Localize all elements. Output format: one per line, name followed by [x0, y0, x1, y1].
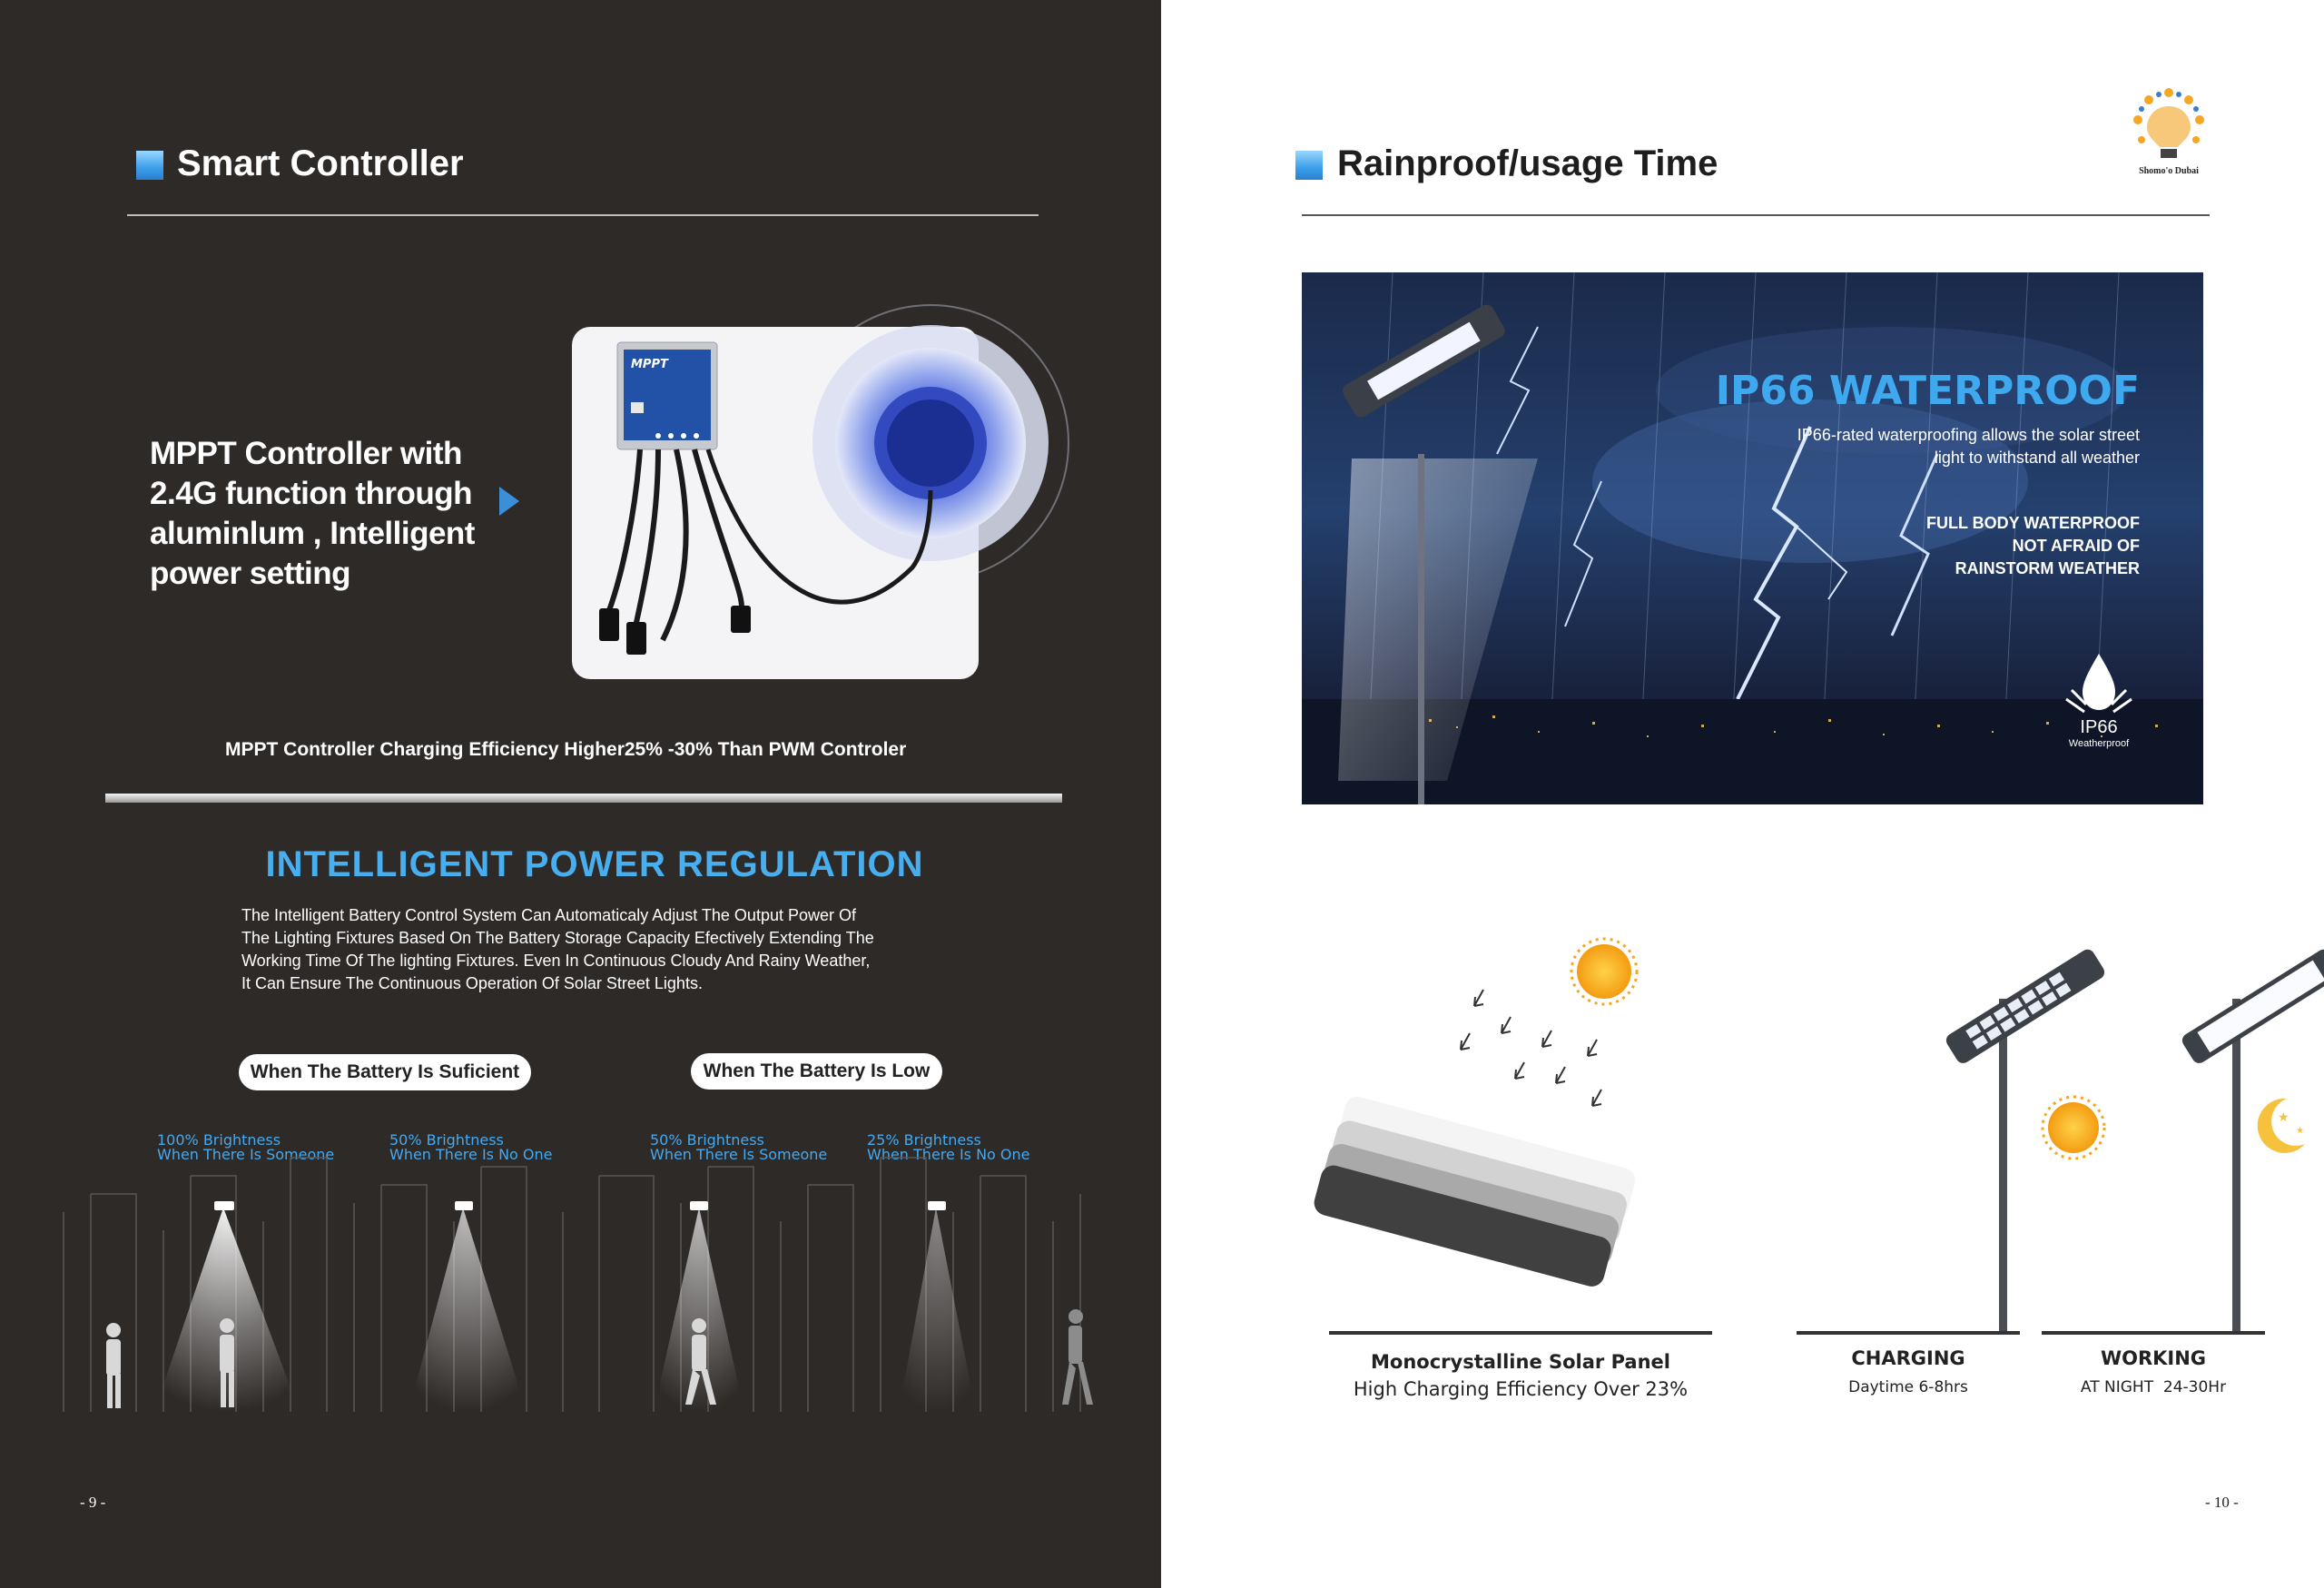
charging-working-illustration [1769, 926, 2304, 1335]
mppt-heading-line: power setting [150, 556, 351, 591]
mppt-controller-image [567, 277, 1076, 690]
brightness-condition: When There Is Someone [650, 1146, 828, 1163]
ip66-storm-image [1302, 272, 2203, 804]
brightness-condition: When There Is No One [867, 1146, 1030, 1163]
regulation-body-line: It Can Ensure The Continuous Operation Of Solar Street Lights. [241, 974, 703, 992]
charging-subtitle: Daytime 6-8hrs [1848, 1378, 1968, 1396]
svg-text:★: ★ [2296, 1126, 2304, 1136]
title-square-icon [136, 151, 163, 180]
brightness-condition: When There Is Someone [157, 1146, 335, 1163]
mppt-heading-line: 2.4G function through [150, 476, 473, 511]
charging-title: CHARGING [1851, 1347, 1965, 1369]
right-page [1161, 0, 2324, 1588]
brightness-level: 100% Brightness [157, 1131, 281, 1149]
page-number: - 9 - [80, 1494, 106, 1511]
brightness-level: 50% Brightness [389, 1131, 504, 1149]
header-divider [127, 214, 1039, 216]
working-title: WORKING [2100, 1347, 2207, 1369]
left-page [0, 0, 1161, 1588]
arrow-right-icon [497, 485, 521, 518]
section-divider [105, 794, 1062, 803]
regulation-body-line: The Lighting Fixtures Based On The Battery Storage Capacity Efectively Extending The [241, 929, 874, 947]
panel-baseline [1329, 1331, 1712, 1335]
panel-caption-subtitle: High Charging Efficiency Over 23% [1353, 1378, 1689, 1400]
mppt-heading [150, 434, 475, 594]
mppt-heading-line: MPPT Controller with [150, 436, 462, 471]
sun-icon [2043, 1097, 2104, 1159]
section-title-smart-controller: Smart Controller [177, 143, 464, 183]
svg-text:★: ★ [2278, 1110, 2290, 1125]
ip66-feature-line: RAINSTORM WEATHER [1955, 559, 2140, 577]
device-label: MPPT [631, 358, 668, 371]
ip66-badge-caption: Weatherproof [2068, 738, 2130, 749]
regulation-title: INTELLIGENT POWER REGULATION [265, 844, 924, 884]
page-number: - 10 - [2205, 1494, 2239, 1511]
brightness-level: 25% Brightness [867, 1131, 981, 1149]
section-title-rainproof: Rainproof/usage Time [1337, 143, 1718, 183]
mppt-heading-line: aluminlum , Intelligent [150, 516, 475, 551]
ip66-badge-code: IP66 [2080, 717, 2118, 737]
regulation-body-line: Working Time Of The lighting Fixtures. Even In Continuous Cloudy And Rainy Weather, [241, 952, 871, 970]
ip66-sub-line: light to withstand all weather [1934, 449, 2140, 467]
brightness-level: 50% Brightness [650, 1131, 764, 1149]
street-light-scenes-illustration [54, 1139, 1117, 1430]
moon-icon [2258, 1099, 2305, 1153]
brand-lightbulb-logo [2114, 84, 2223, 174]
regulation-body [241, 904, 874, 995]
ip66-feature-line: NOT AFRAID OF [2012, 537, 2140, 555]
efficiency-note: MPPT Controller Charging Efficiency Higher25% -30% Than PWM Controler [225, 739, 907, 760]
scenario-label-sufficient: When The Battery Is Suficient [239, 1054, 531, 1090]
title-square-icon [1295, 151, 1323, 180]
scenario-label-low: When The Battery Is Low [691, 1053, 942, 1090]
panel-caption-title: Monocrystalline Solar Panel [1371, 1351, 1670, 1373]
ip66-headline: IP66 WATERPROOF [1715, 368, 2140, 414]
sun-icon [1571, 939, 1637, 1004]
ip66-sub-line: IP66-rated waterproofing allows the solar street [1797, 426, 2140, 444]
header-divider [1302, 214, 2210, 216]
brightness-condition: When There Is No One [389, 1146, 553, 1163]
working-subtitle: AT NIGHT 24-30Hr [2080, 1378, 2227, 1396]
brand-name: Shomo'o Dubai [2139, 166, 2199, 176]
solar-panel-illustration [1324, 926, 1660, 1307]
regulation-body-line: The Intelligent Battery Control System Can Automaticaly Adjust The Output Power Of [241, 906, 856, 924]
ip66-feature-line: FULL BODY WATERPROOF [1925, 514, 2140, 532]
